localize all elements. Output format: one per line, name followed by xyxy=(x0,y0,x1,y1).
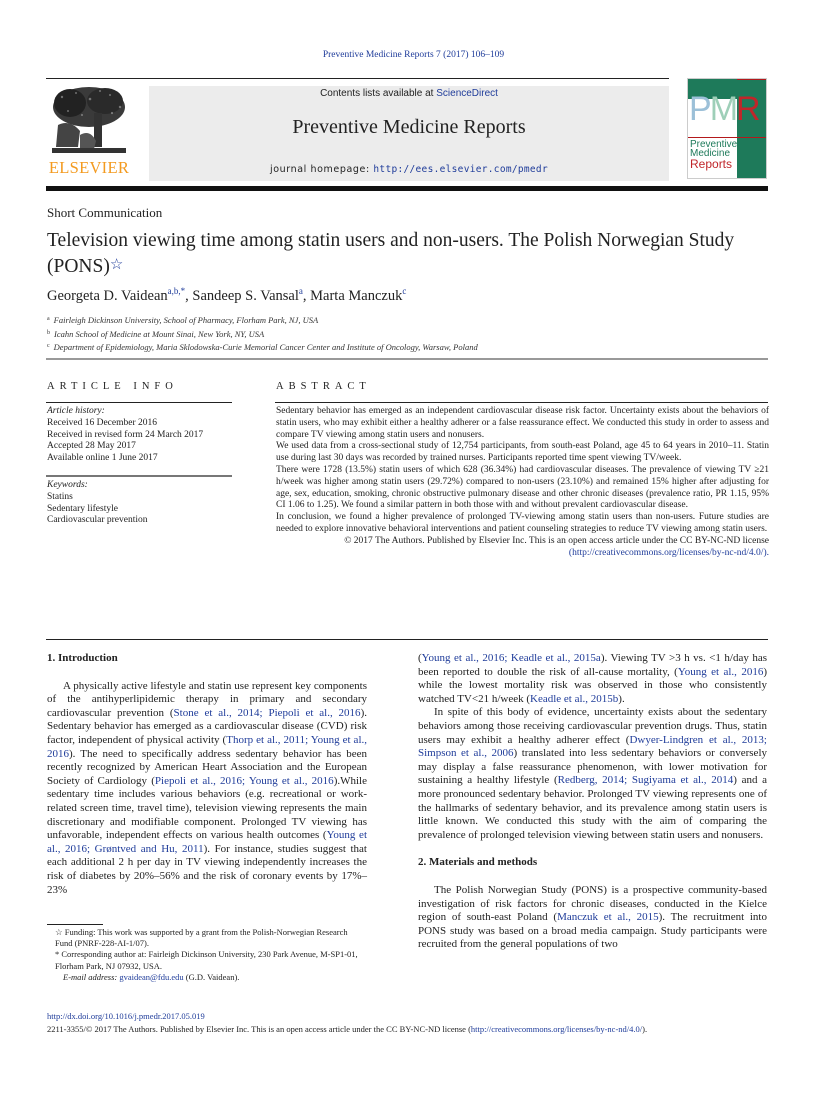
contents-prefix: Contents lists available at xyxy=(320,88,437,99)
corresponding-author-footnote: * Corresponding author at: Fairleigh Dickinson University, 230 Park Avenue, M-SP1-01, Florham Park, NJ 07932, USA. xyxy=(55,949,358,971)
homepage-link[interactable]: http://ees.elsevier.com/pmedr xyxy=(373,164,548,175)
footnotes xyxy=(47,927,367,983)
homepage-label: journal homepage: xyxy=(270,164,374,175)
journal-cover-thumbnail[interactable] xyxy=(687,78,767,179)
issn-license-line xyxy=(47,1024,647,1034)
keyword-item: Cardiovascular prevention xyxy=(47,515,148,526)
keywords xyxy=(47,480,233,527)
title-bottom-rule xyxy=(46,358,768,360)
citation-link[interactable]: Keadle et al., 2015b xyxy=(530,692,619,705)
article-title-text: Television viewing time among statin users and non-users. The Polish Norwegian Study (PONS) xyxy=(47,230,735,277)
citation-link[interactable]: Dwyer-Lindgren et al., 2013; Simpson et al., 2006 xyxy=(418,733,767,760)
author-affil-link[interactable]: a,b,* xyxy=(167,286,186,296)
citation-link[interactable]: Young et al., 2016; Grøntved and Hu, 2011 xyxy=(47,829,367,855)
abstract-paragraph: We used data from a cross-sectional study of 12,754 participants, from south-east Poland, age 45 to 64 years in 2010–11. Statin use during last 30 days was recorded by trained nurses. Participants reported time spent viewing TV/week. xyxy=(276,441,769,464)
footer-license-link[interactable]: http://creativecommons.org/licenses/by-nc-nd/4.0/ xyxy=(470,1024,643,1034)
issn-suffix: ). xyxy=(642,1024,648,1034)
article-info-divider xyxy=(46,475,232,477)
intro-paragraph-1: A physically active lifestyle and statin use represent key components of the antihyperlipidemic therapy in primary and secondary cardiovascular prevention (Stone et al., 2014; Piepoli et al., 2016). Sedentary behavior has emerged as a cardiovascular disease (CVD) risk factor, independent of physical activity (Thorp et al., 2011; Young et al., 2016). The need to specifically address sedentary behavior has been recently recognized by American Heart Association and the European Society of Cardiology (Piepoli et al., 2016; Young et al., 2016).While sedentary time includes various behaviors (e.g. recreational or work-related screen time, travel time), television viewing represents the main discretionary and modifiable component. Prolonged TV viewing has unfavorable, independent effects on various health outcomes (Young et al., 2016; Grøntved and Hu, 2011). For instance, studies suggest that each additional 2 h per day in TV viewing independently increases the risk of diabetes by 20%–56% and the risk of coronary events by 17%–23% xyxy=(47,679,367,896)
header-thick-rule xyxy=(46,186,768,191)
cover-caption-3: Reports xyxy=(690,157,733,171)
issn-text: 2211-3355/© 2017 The Authors. Published by Elsevier Inc. This is an open access article under the CC BY-NC-ND license ( xyxy=(47,1024,471,1034)
abstract-paragraph: There were 1728 (13.5%) statin users of which 628 (36.34%) had cardiovascular diseases. The prevalence of viewing TV ≥21 h/week was higher among statin users (29.72%) compared to non-users (23.10%) and remained 15% higher after adjusting for age, sex, education, smoking, chronic obstructive pulmonary disease and other chronic diseases (prevalence ratio, PR 1.15, 95% CI 1.06 to 1.25). We found a similar pattern in both those with and without prevalent cardiovascular disease. xyxy=(276,464,769,511)
abstract-copyright xyxy=(276,536,769,560)
article-title xyxy=(47,229,767,279)
homepage-line xyxy=(149,164,669,175)
affiliation-list xyxy=(47,313,478,354)
citation-link[interactable]: Young et al., 2016 xyxy=(677,665,764,678)
abstract-rule xyxy=(275,402,768,403)
elsevier-tree-icon xyxy=(50,85,128,155)
keywords-label: Keywords: xyxy=(47,480,88,490)
email-link[interactable]: gvaidean@fdu.edu xyxy=(119,971,184,982)
email-footnote xyxy=(47,972,367,983)
footnote-rule xyxy=(47,924,103,925)
author-separator: , xyxy=(302,288,311,304)
abstract-paragraph: In conclusion, we found a higher prevalence of prolonged TV-viewing among statin users than non-users. Future studies are needed to explore innovative behavioral interventions and patient counseling strategies to reduce TV viewing among statin users. xyxy=(276,512,769,534)
citation-link[interactable]: Thorp et al., 2011; Young et al., 2016 xyxy=(47,733,367,760)
license-link[interactable]: (http://creativecommons.org/licenses/by-nc-nd/4.0/). xyxy=(568,547,769,558)
cover-red-line-top xyxy=(737,79,767,80)
journal-masthead xyxy=(149,86,669,181)
intro-paragraph-2: In spite of this body of evidence, uncertainty exists about the sedentary behaviors among those receiving cardiovascular prevention drugs. Thus, statin users may exhibit a healthy adherer effect (Dwyer-Lindgren et al., 2013; Simpson et al., 2006) translated into less sedentary behaviors or conversely may display a false reassurance phenomenon, with lower motivation for sustaining a healthy lifestyle (Redberg, 2014; Sugiyama et al., 2014) and a more pronounced sedentary behavior. Prolonged TV viewing represents one of the hallmarks of sedentary behavior, and its prevalence among statin users is little known. We conducted this study with the aim of comparing the prevalence of prolonged television viewing between statin users and nonusers. xyxy=(418,706,767,841)
journal-title: Preventive Medicine Reports xyxy=(292,116,526,138)
abstract-paragraph: Sedentary behavior has emerged as an independent cardiovascular disease risk factor. Uncertainty exists about the behaviors of statin users, who may exhibit either a healthy adherer or a false reassurance effect. We conducted this study in order to assess and compare TV viewing among statin users and nonusers. xyxy=(276,406,769,440)
citation-link[interactable]: Redberg, 2014; Sugiyama et al., 2014 xyxy=(557,774,734,787)
copyright-text: © 2017 The Authors. Published by Elsevier Inc. This is an open access article under the CC BY-NC-ND license xyxy=(344,535,769,546)
history-item: Accepted 28 May 2017 xyxy=(47,441,136,452)
citation-link[interactable]: Stone et al., 2014; Piepoli et al., 2016 xyxy=(173,706,361,719)
doi-link[interactable]: http://dx.doi.org/10.1016/j.pmedr.2017.05.019 xyxy=(47,1011,205,1021)
keyword-item: Sedentary lifestyle xyxy=(47,503,118,514)
body-top-rule xyxy=(46,639,768,640)
article-type: Short Communication xyxy=(47,205,163,220)
article-info-heading: ARTICLE INFO xyxy=(47,381,178,392)
keyword-item: Statins xyxy=(47,491,73,502)
body-column-right xyxy=(418,652,767,952)
intro-paragraph-1-continued: (Young et al., 2016; Keadle et al., 2015a). Viewing TV >3 h vs. <1 h/day has been reported to double the risk of all-cause mortality, (Young et al., 2016) while the lowest mortality risk was observed in those who consistently watched TV<21 h/week (Keadle et al., 2015b). xyxy=(418,652,767,705)
section-heading-introduction: 1. Introduction xyxy=(47,652,118,664)
email-suffix: (G.D. Vaidean). xyxy=(183,971,240,982)
section-heading-methods: 2. Materials and methods xyxy=(418,856,538,869)
sciencedirect-link[interactable]: ScienceDirect xyxy=(436,88,498,99)
author-name: Marta Manczuk xyxy=(310,288,403,304)
history-item: Available online 1 June 2017 xyxy=(47,453,158,464)
cover-red-line xyxy=(688,137,767,138)
methods-paragraph-1: The Polish Norwegian Study (PONS) is a prospective community-based investigation of risk factors for chronic diseases, conducted in the Kielce region of south-east Poland (Manczuk et al., 2015). The recruitment into PONS study was based on a broad media campaign. Study participants were recruited from the general populations of two xyxy=(418,883,767,951)
elsevier-wordmark: ELSEVIER xyxy=(48,158,130,177)
contents-line xyxy=(149,88,669,99)
affiliation-item: $^c$ Department of Epidemiology, Maria Sklodowska-Curie Memorial Cancer Center and Institute of Oncology, Warsaw, Poland xyxy=(47,342,478,352)
abstract-body xyxy=(276,406,769,559)
citation-link[interactable]: Manczuk et al., 2015 xyxy=(557,911,659,924)
author-list xyxy=(47,286,406,305)
author-name: Georgeta D. Vaidean xyxy=(47,288,168,304)
citation-link[interactable]: Young et al., 2016; Keadle et al., 2015a xyxy=(421,652,601,664)
author-separator: , xyxy=(185,288,193,304)
author-name: Sandeep S. Vansal xyxy=(192,288,299,304)
affiliation-item: $^b$ Icahn School of Medicine at Mount Sinai, New York, NY, USA xyxy=(47,328,265,339)
author-affil-link[interactable]: a xyxy=(298,286,303,296)
cover-caption-1: Preventive xyxy=(690,139,738,150)
cover-caption-2: Medicine xyxy=(690,148,731,159)
header-top-rule xyxy=(46,78,669,79)
title-footnote-star-icon[interactable]: ☆ xyxy=(109,257,124,273)
affiliation-item: $^a$ Fairleigh Dickinson University, School of Pharmacy, Florham Park, NJ, USA xyxy=(47,315,319,325)
funding-footnote: ☆ Funding: This work was supported by a grant from the Polish-Norwegian Research Fund (PNRF-228-AI-1/07). xyxy=(55,927,348,949)
elsevier-logo[interactable] xyxy=(46,85,132,180)
citation-link[interactable]: Piepoli et al., 2016; Young et al., 2016 xyxy=(154,774,334,787)
author-affil-link[interactable]: c xyxy=(402,286,407,296)
abstract-heading: ABSTRACT xyxy=(276,381,371,392)
history-item: Received in revised form 24 March 2017 xyxy=(47,429,204,440)
email-label: E-mail address: xyxy=(63,971,120,982)
history-label: Article history: xyxy=(47,406,105,416)
body-column-left xyxy=(47,652,367,897)
cover-letter-r: R xyxy=(736,90,761,128)
running-head[interactable]: Preventive Medicine Reports 7 (2017) 106–109 xyxy=(322,50,505,60)
cover-letters-pm: PM xyxy=(689,90,737,128)
history-item: Received 16 December 2016 xyxy=(47,417,157,428)
article-info-rule xyxy=(46,402,232,403)
article-history xyxy=(47,406,233,465)
